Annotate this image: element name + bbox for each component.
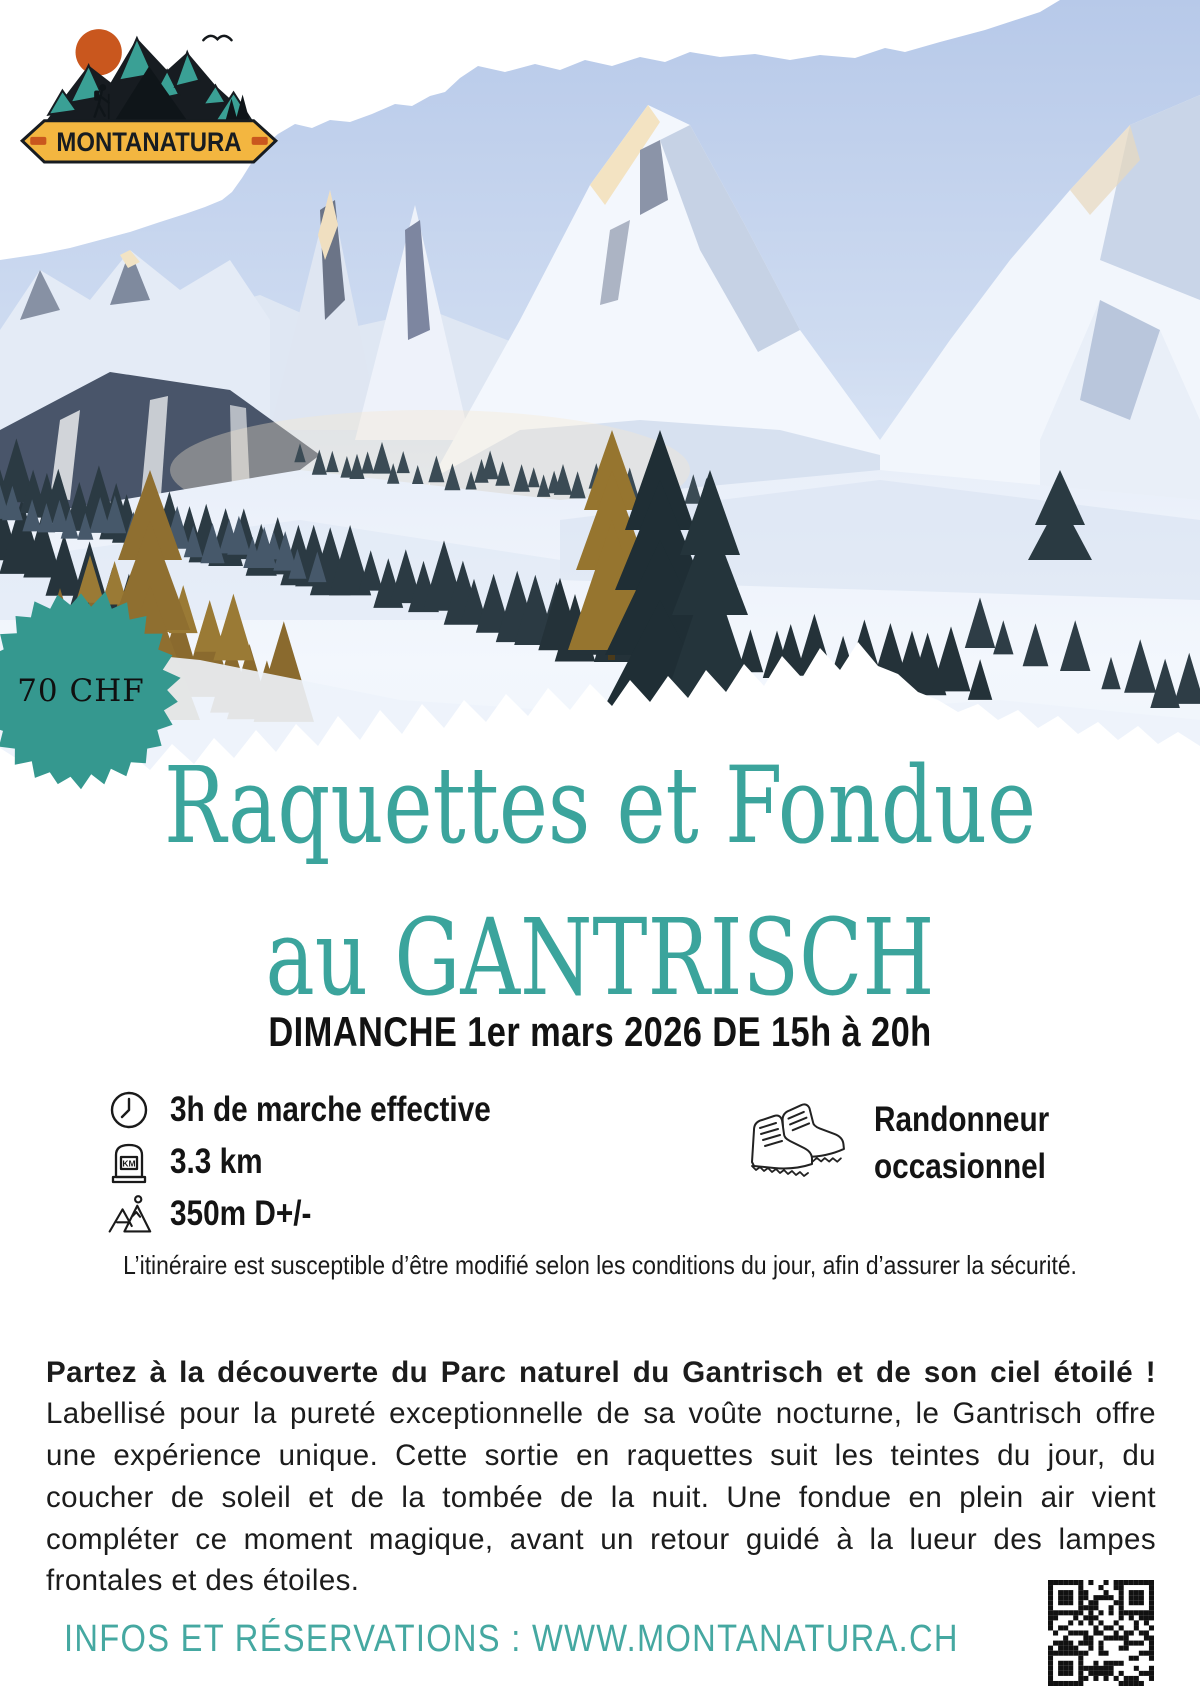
bird-icon (203, 36, 231, 40)
sun-icon (76, 29, 122, 75)
elevation-label: 350m D+/- (170, 1194, 312, 1233)
km-marker-icon (106, 1139, 152, 1185)
price-badge (0, 583, 184, 797)
hiking-boots-icon (744, 1092, 862, 1196)
price-text: 70 CHF (17, 673, 145, 709)
description-body: Labellisé pour la pureté exceptionnelle de sa voûte nocturne, le Gantrisch offre une expérience unique. Cette sortie en raquettes suit les teintes du jour, du coucher de soleil et de la tombée de la nuit. Une fondue en plein air vient compléter ce moment magique, avant un retour guidé à la lueur des lampes frontales et des étoiles. (46, 1397, 1156, 1598)
detail-row-distance (106, 1136, 547, 1188)
route-disclaimer: L’itinéraire est susceptible d’être modifié selon les conditions du jour, afin d’assurer la sécurité. (123, 1250, 1077, 1280)
elevation-icon (106, 1191, 152, 1237)
clock-icon (106, 1087, 152, 1133)
detail-row-duration (106, 1084, 547, 1136)
detail-row-elevation (106, 1188, 547, 1240)
montanatura-logo (18, 10, 280, 166)
svg-text:KM: KM (122, 1158, 136, 1169)
info-reservations-line: INFOS ET RÉSERVATIONS : WWW.MONTANATURA.CH (64, 1618, 959, 1660)
distance-label: 3.3 km (170, 1142, 263, 1181)
logo-brand-text: MONTANATURA (56, 125, 242, 157)
duration-label: 3h de marche effective (170, 1090, 491, 1129)
qr-code (1048, 1580, 1154, 1686)
level-line-1: Randonneur (874, 1100, 1050, 1139)
event-date: DIMANCHE 1er mars 2026 DE 15h à 20h (268, 1008, 932, 1055)
event-description (46, 1352, 1156, 1603)
page-title (132, 730, 1068, 1034)
hiker-level (874, 1096, 1049, 1190)
title-line-1: Raquettes et Fondue (163, 744, 1037, 867)
title-line-2: au GANTRISCH (265, 896, 935, 1019)
hike-details (106, 1084, 547, 1240)
description-lead: Partez à la découverte du Parc naturel du Gantrisch et de son ciel étoilé ! (46, 1355, 1156, 1389)
level-line-2: occasionnel (874, 1147, 1046, 1186)
